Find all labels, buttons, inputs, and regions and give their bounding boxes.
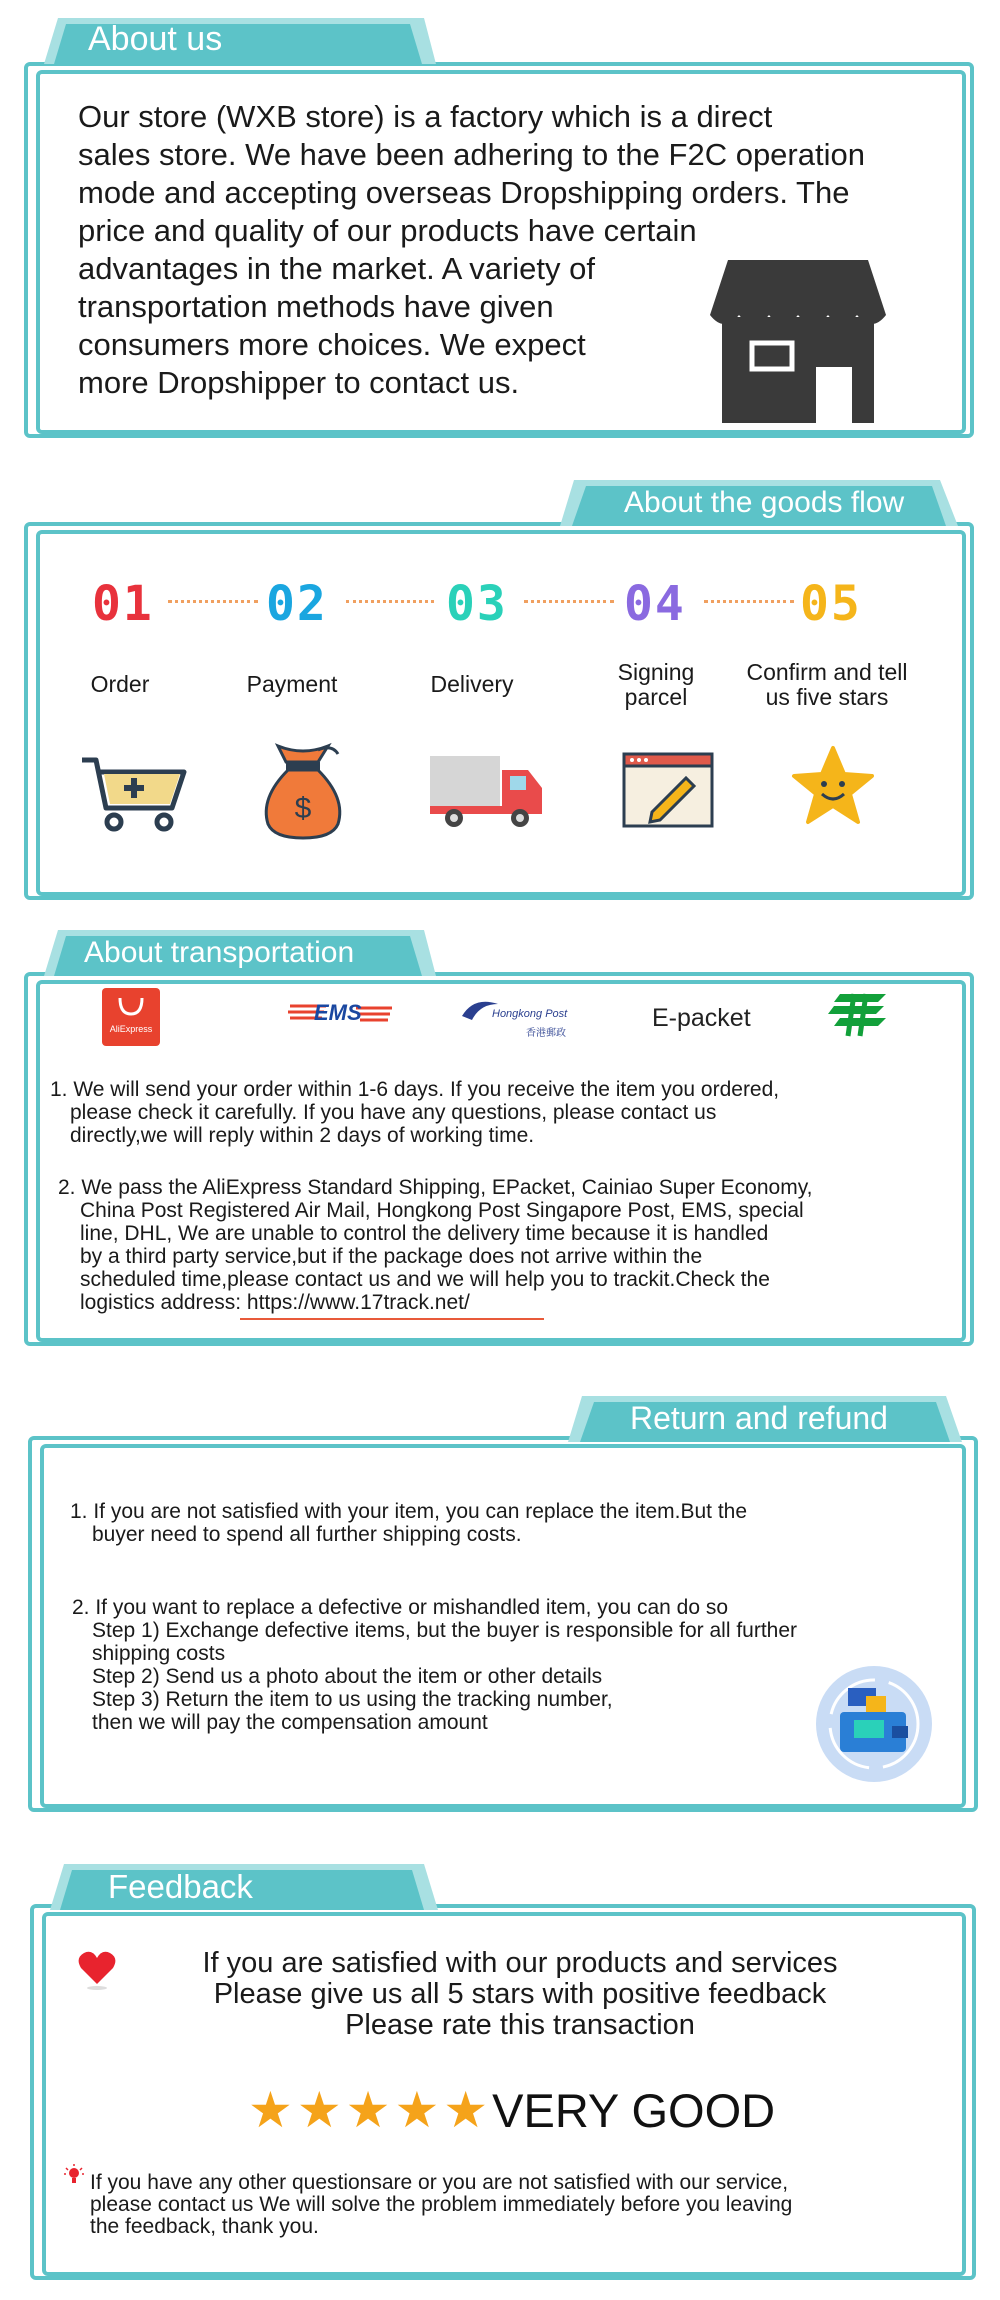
refund-line: 2. If you want to replace a defective or mishandled item, you can do so xyxy=(72,1596,729,1619)
feedback-note xyxy=(90,2172,920,2238)
hongkong-post-logo xyxy=(460,992,572,1042)
step-number: 05 xyxy=(800,576,862,632)
transport-line: scheduled time,please contact us and we will help you to trackit.Check the xyxy=(80,1268,770,1291)
epacket-logo: E-packet xyxy=(652,1004,751,1032)
transport-line: 1. We will send your order within 1-6 days. If you receive the item you ordered, xyxy=(50,1078,780,1101)
ems-logo xyxy=(286,1000,396,1030)
flow-tab xyxy=(560,478,960,524)
smiling-star-icon xyxy=(790,744,876,835)
refund-line: then we will pay the compensation amount xyxy=(92,1711,488,1734)
feedback-tab-title: Feedback xyxy=(108,1868,253,1905)
hongkong-post-cn-text: 香港郵政 xyxy=(526,1028,566,1039)
step-connector xyxy=(704,600,794,603)
store-icon xyxy=(708,255,888,430)
rating-text: VERY GOOD xyxy=(492,2084,776,2137)
transport-line: please check it carefully. If you have any questions, please contact us xyxy=(70,1101,717,1124)
step-number: 01 xyxy=(92,576,154,632)
step-label: Signing parcel xyxy=(617,659,695,710)
about-tab-title: About us xyxy=(88,20,223,58)
about-line: more Dropshipper to contact us. xyxy=(78,365,520,400)
transport-line: logistics address: https://www.17track.net/ xyxy=(80,1291,470,1314)
feedback-line: If you are satisfied with our products and services xyxy=(202,1947,838,1979)
china-post-logo xyxy=(826,990,892,1045)
refund-paragraph-1 xyxy=(70,1500,950,1546)
feedback-line: Please give us all 5 stars with positive feedback xyxy=(213,1978,827,2010)
hongkong-post-text: Hongkong Post xyxy=(492,1008,568,1020)
truck-icon xyxy=(428,752,548,837)
step-connector xyxy=(346,600,434,603)
about-line: price and quality of our products have certain xyxy=(78,213,697,248)
transport-paragraph-2 xyxy=(58,1176,958,1314)
step-number: 04 xyxy=(624,576,686,632)
transport-line: 2. We pass the AliExpress Standard Shipping, EPacket, Cainiao Super Economy, xyxy=(58,1176,813,1199)
step-number: 02 xyxy=(266,576,328,632)
heart-icon xyxy=(76,1948,118,1995)
five-stars: ★★★★★ xyxy=(248,2082,493,2138)
refund-wallet-icon xyxy=(814,1664,934,1789)
step-label: Order xyxy=(90,671,150,697)
rating xyxy=(248,2082,775,2139)
feedback-note-line: the feedback, thank you. xyxy=(90,2215,319,2238)
step-number: 03 xyxy=(446,576,508,632)
feedback-note-line: please contact us We will solve the problem immediately before you leaving xyxy=(90,2193,793,2216)
refund-line: Step 3) Return the item to us using the tracking number, xyxy=(92,1688,613,1711)
refund-line: Step 1) Exchange defective items, but the buyer is responsible for all further xyxy=(92,1619,798,1642)
step-connector xyxy=(524,600,614,603)
transport-paragraph-1 xyxy=(50,1078,950,1147)
transport-line: China Post Registered Air Mail, Hongkong Post Singapore Post, EMS, special xyxy=(80,1199,804,1222)
money-bag-icon xyxy=(258,740,348,845)
about-line: sales store. We have been adhering to the F2C operation xyxy=(78,137,865,172)
feedback-message xyxy=(160,1948,880,2041)
about-tab xyxy=(38,16,438,62)
ems-logo-text: EMS xyxy=(314,1000,362,1025)
transport-line: line, DHL, We are unable to control the delivery time because it is handled xyxy=(80,1222,769,1245)
transport-line: by a third party service,but if the package does not arrive within the xyxy=(80,1245,703,1268)
about-line: Our store (WXB store) is a factory which is a direct xyxy=(78,99,773,134)
refund-tab xyxy=(568,1394,964,1440)
feedback-line: Please rate this transaction xyxy=(345,2009,695,2041)
lightbulb-icon xyxy=(64,2164,84,2193)
refund-line: buyer need to spend all further shipping costs. xyxy=(92,1523,522,1546)
step-connector xyxy=(168,600,258,603)
feedback-note-line: If you have any other questionsare or you are not satisfied with our service, xyxy=(90,2171,789,2194)
transport-tab xyxy=(38,928,438,974)
about-line: mode and accepting overseas Dropshipping orders. The xyxy=(78,175,850,210)
refund-line: Step 2) Send us a photo about the item or other details xyxy=(92,1665,603,1688)
svg-text:$: $ xyxy=(294,792,312,825)
transport-line: directly,we will reply within 2 days of working time. xyxy=(70,1124,535,1147)
about-line: consumers more choices. We expect xyxy=(78,327,586,362)
aliexpress-logo-text: AliExpress xyxy=(109,1024,153,1034)
transport-tab-title: About transportation xyxy=(84,936,355,969)
refund-line: 1. If you are not satisfied with your item, you can replace the item.But the xyxy=(70,1500,748,1523)
flow-tab-title: About the goods flow xyxy=(624,486,905,519)
refund-tab-title: Return and refund xyxy=(630,1400,888,1436)
step-label: Payment xyxy=(246,671,338,697)
feedback-tab xyxy=(44,1862,440,1908)
step-label: Confirm and tell us five stars xyxy=(746,659,908,710)
step-label: Delivery xyxy=(430,671,514,697)
aliexpress-logo xyxy=(102,988,160,1046)
tracking-link-underline xyxy=(240,1318,544,1320)
shopping-cart-icon xyxy=(80,754,190,839)
about-line: advantages in the market. A variety of xyxy=(78,251,595,286)
refund-line: shipping costs xyxy=(92,1642,226,1665)
signing-pen-icon xyxy=(622,752,714,833)
about-line: transportation methods have given xyxy=(78,289,554,324)
